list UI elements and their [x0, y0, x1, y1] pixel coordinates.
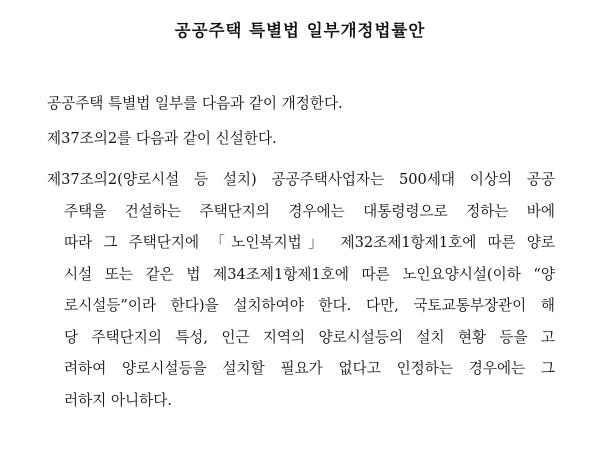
article-line: 러하지 아니하다. [64, 391, 172, 409]
article-line: 주택을 건설하는 주택단지의 경우에는 대통령령으로 정하는 바에 [64, 202, 555, 220]
article-line: 로시설등”이라 한다)을 설치하여야 한다. 다만, 국토교통부장관이 해 [64, 297, 555, 314]
article-line: 려하여 양로시설등을 설치할 필요가 없다고 인정하는 경우에는 그 [64, 360, 555, 377]
amendment-instruction: 제37조의2를 다음과 같이 신설한다. [47, 130, 277, 147]
article-line: 제37조의2(양로시설 등 설치) 공공주택사업자는 500세대 이상의 공공 [47, 171, 555, 188]
document-title: 공공주택 특별법 일부개정법률안 [174, 21, 426, 40]
article-line: 시설 또는 같은 법 제34조제1항제1호에 따른 노인요양시설(이하 “양 [64, 265, 555, 283]
article-37-2 [47, 164, 555, 416]
amendment-intro: 공공주택 특별법 일부를 다음과 같이 개정한다. [47, 95, 343, 112]
article-line: 당 주택단지의 특성, 인근 지역의 양로시설등의 설치 현황 등을 고 [64, 328, 555, 346]
article-line: 따라 그 주택단지에 「노인복지법」 제32조제1항제1호에 따른 양로 [64, 234, 555, 251]
